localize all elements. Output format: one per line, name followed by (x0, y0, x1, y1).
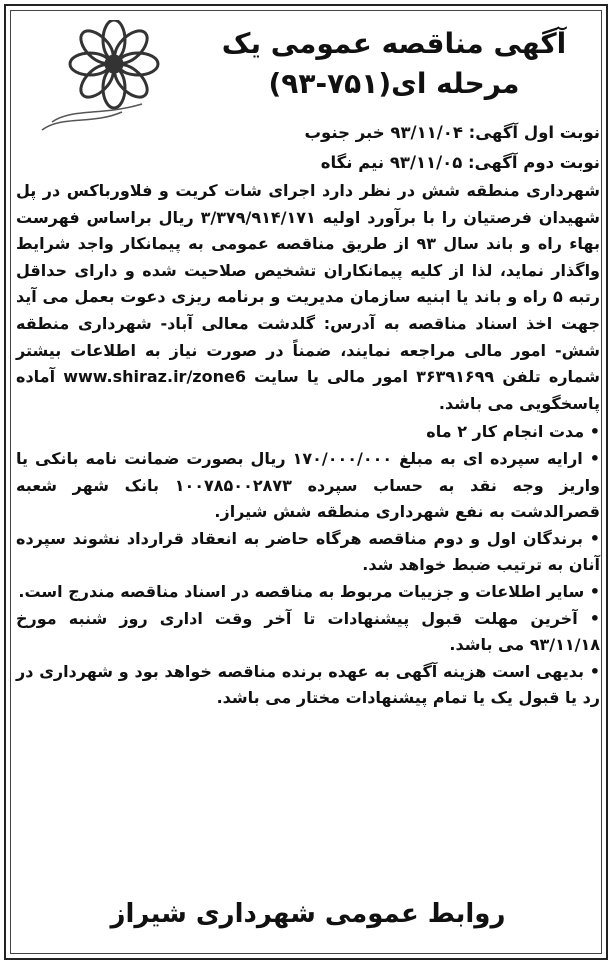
main-paragraph: شهرداری منطقه شش در نظر دارد اجرای شات کریت و فلاورباکس در پل شهیدان فرصتیان را با برآورد اولیه ۳/۳۷۹/۹۱۴/۱۷۱ ریال براساس فهرست بهاء راه و باند سال ۹۳ از طریق مناقصه عمومی به پیمانکار واجد شرایط واگذار نماید، لذا از کلیه پیمانکاران تشخیص صلاحیت شده و دارای حداقل رتبه ۵ راه و باند یا ابنیه سازمان مدیریت و برنامه ریزی دعوت بعمل می آید جهت اخذ اسناد مناقصه به آدرس: گلدشت معالی آباد- شهرداری منطقه شش- امور مالی مراجعه نمایند، ضمناً در صورت نیاز به اطلاعات بیشتر شماره تلفن ۳۶۳۹۱۶۹۹ امور مالی یا سایت www.shiraz.ir/zone6 آماده پاسخگویی می باشد. (16, 181, 601, 413)
first-publication: نوبت اول آگهی: ۹۳/۱۱/۰۴ خبر جنوب (304, 123, 600, 142)
second-publication: نوبت دوم آگهی: ۹۳/۱۱/۰۵ نیم نگاه (320, 153, 600, 172)
title-line-2: مرحله ای(۷۵۱-۹۳) (268, 67, 520, 100)
title-line-1: آگهی مناقصه عمومی یک (221, 27, 567, 60)
shiraz-municipality-logo-icon (22, 20, 172, 140)
list-item: • آخرین مهلت قبول پیشنهادات تا آخر وقت اداری روز شنبه مورخ ۹۳/۱۱/۱۸ می باشد. (16, 606, 600, 659)
notice-title (214, 24, 574, 104)
notice-body (16, 178, 600, 712)
list-item: • ارایه سپرده ای به مبلغ ۱۷۰/۰۰۰/۰۰۰ ریال بصورت ضمانت نامه بانکی یا واریز وجه نقد به حساب سپرده ۱۰۰۷۸۵۰۰۲۸۷۳ بانک شهر شعبه قصرالدشت به نفع شهرداری منطقه شش شیراز. (16, 446, 600, 526)
list-item: • سایر اطلاعات و جزییات مربوط به مناقصه در اسناد مناقصه مندرج است. (16, 579, 600, 606)
tender-notice (12, 10, 604, 958)
conditions-list (16, 419, 600, 712)
public-relations-signature: روابط عمومی شهرداری شیراز (110, 899, 506, 929)
list-item: • بدیهی است هزینه آگهی به عهده برنده مناقصه خواهد بود و شهرداری در رد یا قبول یک یا تمام پیشنهادات مختار می باشد. (16, 659, 600, 712)
list-item: • برندگان اول و دوم مناقصه هرگاه حاضر به انعقاد قرارداد نشوند سپرده آنان به ترتیب ضبط خواهد شد. (16, 526, 600, 579)
logo-graphic (22, 20, 172, 140)
list-item: • مدت انجام کار ۲ ماه (16, 419, 600, 446)
